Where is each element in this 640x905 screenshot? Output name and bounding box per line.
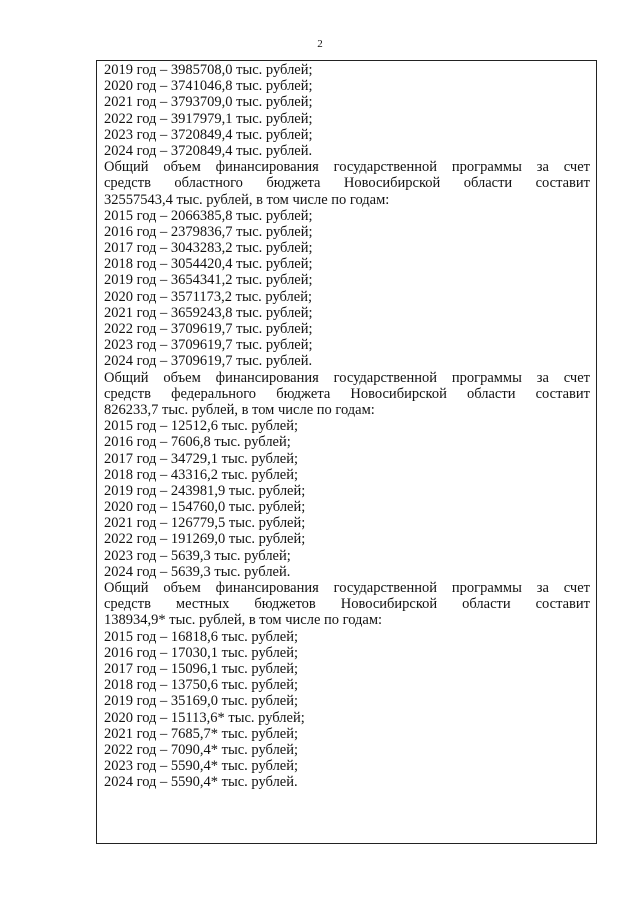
section-intro-line: 826233,7 тыс. рублей, в том числе по годам:	[104, 401, 375, 418]
year-line: 2021 год – 3659243,8 тыс. рублей;	[104, 304, 313, 321]
year-line: 2018 год – 43316,2 тыс. рублей;	[104, 466, 299, 483]
year-line: 2022 год – 3709619,7 тыс. рублей;	[104, 321, 313, 337]
year-line: 2023 год – 3720849,4 тыс. рублей;	[104, 126, 313, 143]
financing-table-cell	[96, 60, 597, 844]
year-line: 2023 год – 5590,4* тыс. рублей;	[104, 758, 299, 775]
year-line: 2016 год – 7606,8 тыс. рублей;	[104, 434, 291, 451]
year-line: 2019 год – 3985708,0 тыс. рублей;	[104, 62, 313, 78]
year-line: 2021 год – 126779,5 тыс. рублей;	[104, 515, 306, 532]
total-financing-section	[104, 62, 590, 159]
financing-text	[104, 62, 590, 790]
year-line: 2017 год – 3043283,2 тыс. рублей;	[104, 240, 313, 257]
section-intro-line: средств местных бюджетов Новосибирской области составит	[104, 596, 590, 613]
federal-budget-section	[104, 370, 590, 580]
section-intro-line: Общий объем финансирования государственной программы за счет	[104, 369, 590, 386]
year-line: 2020 год – 3571173,2 тыс. рублей;	[104, 288, 312, 305]
year-line: 2017 год – 15096,1 тыс. рублей;	[104, 660, 299, 677]
section-intro-line: Общий объем финансирования государственной программы за счет	[104, 580, 590, 596]
section-intro-line: Общий объем финансирования государственной программы за счет	[104, 159, 590, 176]
year-line: 2024 год – 5639,3 тыс. рублей.	[104, 563, 291, 580]
year-line: 2021 год – 7685,7* тыс. рублей;	[104, 725, 299, 742]
year-line: 2017 год – 34729,1 тыс. рублей;	[104, 450, 299, 467]
year-line: 2015 год – 12512,6 тыс. рублей;	[104, 418, 299, 435]
year-line: 2015 год – 2066385,8 тыс. рублей;	[104, 207, 313, 224]
year-line: 2019 год – 35169,0 тыс. рублей;	[104, 693, 299, 710]
year-line: 2019 год – 3654341,2 тыс. рублей;	[104, 272, 313, 289]
year-line: 2019 год – 243981,9 тыс. рублей;	[104, 482, 306, 499]
year-line: 2022 год – 191269,0 тыс. рублей;	[104, 531, 306, 548]
year-line: 2016 год – 2379836,7 тыс. рублей;	[104, 223, 313, 240]
year-line: 2020 год – 154760,0 тыс. рублей;	[104, 499, 306, 516]
year-line: 2024 год – 5590,4* тыс. рублей.	[104, 774, 298, 791]
year-line: 2022 год – 7090,4* тыс. рублей;	[104, 741, 299, 758]
local-budgets-section	[104, 580, 590, 790]
year-line: 2022 год – 3917979,1 тыс. рублей;	[104, 110, 313, 127]
year-line: 2018 год – 13750,6 тыс. рублей;	[104, 677, 299, 694]
section-intro-line: 32557543,4 тыс. рублей, в том числе по годам:	[104, 191, 390, 208]
year-line: 2023 год – 3709619,7 тыс. рублей;	[104, 337, 313, 354]
section-intro-line: средств федерального бюджета Новосибирской области составит	[104, 385, 590, 402]
year-line: 2016 год – 17030,1 тыс. рублей;	[104, 644, 299, 661]
year-line: 2021 год – 3793709,0 тыс. рублей;	[104, 94, 313, 111]
regional-budget-section	[104, 159, 590, 369]
year-line: 2015 год – 16818,6 тыс. рублей;	[104, 628, 299, 645]
year-line: 2023 год – 5639,3 тыс. рублей;	[104, 547, 291, 564]
year-line: 2024 год – 3720849,4 тыс. рублей.	[104, 142, 313, 159]
year-line: 2018 год – 3054420,4 тыс. рублей;	[104, 256, 313, 273]
section-intro-line: средств областного бюджета Новосибирской области составит	[104, 175, 590, 192]
year-line: 2020 год – 15113,6* тыс. рублей;	[104, 709, 305, 726]
year-line: 2024 год – 3709619,7 тыс. рублей.	[104, 353, 313, 370]
page-number: 2	[317, 38, 323, 50]
year-line: 2020 год – 3741046,8 тыс. рублей;	[104, 78, 313, 95]
section-intro-line: 138934,9* тыс. рублей, в том числе по годам:	[104, 612, 383, 629]
